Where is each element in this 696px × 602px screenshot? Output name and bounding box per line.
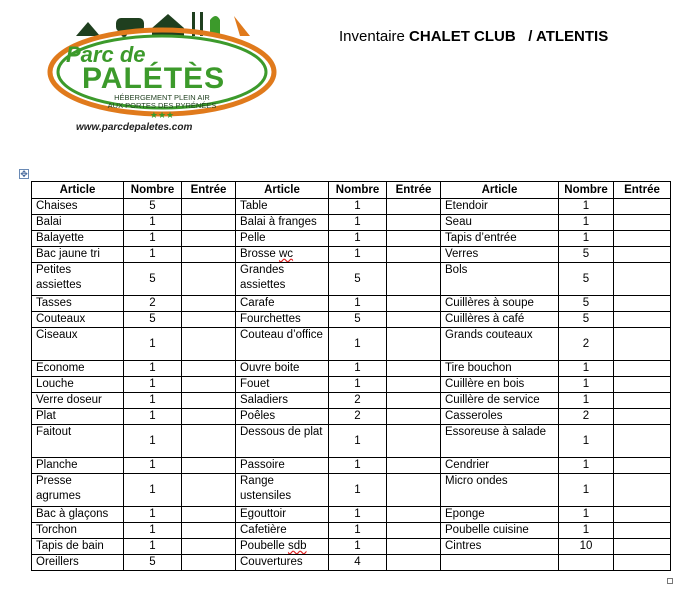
nombre-cell[interactable]: 1 [124, 507, 182, 523]
nombre-cell[interactable]: 1 [124, 231, 182, 247]
logo-stars: ★★★ [149, 111, 175, 121]
article-text: Table [240, 200, 268, 212]
entree-cell[interactable] [387, 312, 441, 328]
nombre-cell[interactable]: 1 [329, 507, 387, 523]
article-cell[interactable] [441, 377, 559, 393]
article-text: Poubelle sdb [240, 540, 307, 552]
article-text: Econome [36, 362, 85, 374]
nombre-cell[interactable]: 1 [329, 215, 387, 231]
column-header: Article [32, 182, 124, 199]
article-cell[interactable] [32, 555, 124, 571]
article-text: Cintres [445, 540, 482, 552]
entree-cell[interactable] [614, 312, 671, 328]
entree-cell[interactable] [387, 393, 441, 409]
entree-cell[interactable] [182, 296, 236, 312]
article-cell[interactable] [32, 458, 124, 474]
article-text: Passoire [240, 459, 285, 471]
article-text: Essoreuse à salade [445, 426, 547, 438]
article-cell[interactable] [236, 296, 329, 312]
nombre-cell[interactable]: 1 [124, 247, 182, 263]
entree-cell[interactable] [614, 409, 671, 425]
nombre-cell[interactable]: 2 [124, 296, 182, 312]
article-text: Bac à glaçons [36, 508, 109, 520]
entree-cell[interactable] [387, 474, 441, 507]
logo-tagline-2: AUX PORTES DES PYRÉNÉES [107, 101, 217, 110]
article-cell[interactable] [32, 263, 124, 296]
article-text: Dessous de plat [240, 426, 323, 438]
article-cell[interactable] [32, 474, 124, 507]
tent-icon [76, 22, 100, 36]
entree-cell[interactable] [614, 377, 671, 393]
article-cell[interactable] [236, 393, 329, 409]
table-row [32, 474, 671, 507]
logo-brand: PALÉTÈS [82, 62, 226, 95]
article-cell[interactable] [441, 296, 559, 312]
article-text: Egouttoir [240, 508, 287, 520]
article-text: Cendrier [445, 459, 490, 471]
entree-cell[interactable] [387, 263, 441, 296]
article-cell[interactable] [236, 263, 329, 296]
article-cell[interactable] [441, 215, 559, 231]
entree-cell[interactable] [387, 199, 441, 215]
entree-cell[interactable] [182, 425, 236, 458]
article-cell[interactable] [236, 361, 329, 377]
table-row [32, 393, 671, 409]
article-cell[interactable] [32, 361, 124, 377]
entree-cell[interactable] [387, 409, 441, 425]
article-text: Poubelle cuisine [445, 524, 529, 536]
article-text: Range ustensiles [240, 475, 292, 502]
nombre-cell[interactable]: 1 [559, 474, 614, 507]
logo-name: Parc de [66, 42, 146, 67]
article-text: Eponge [445, 508, 485, 520]
entree-cell[interactable] [182, 312, 236, 328]
entree-cell[interactable] [614, 361, 671, 377]
nombre-cell[interactable]: 1 [329, 296, 387, 312]
nombre-cell[interactable]: 5 [559, 247, 614, 263]
nombre-cell[interactable]: 1 [329, 231, 387, 247]
article-text: Cuillères à soupe [445, 297, 534, 309]
article-text: Bols [445, 264, 468, 276]
nombre-cell[interactable]: 5 [124, 312, 182, 328]
article-cell[interactable] [32, 507, 124, 523]
article-cell[interactable] [236, 523, 329, 539]
table-row [32, 377, 671, 393]
article-cell[interactable] [32, 539, 124, 555]
nombre-cell[interactable]: 1 [329, 377, 387, 393]
entree-cell[interactable] [614, 215, 671, 231]
nombre-cell[interactable]: 1 [329, 361, 387, 377]
entree-cell[interactable] [614, 247, 671, 263]
entree-cell[interactable] [182, 231, 236, 247]
entree-cell[interactable] [387, 215, 441, 231]
nombre-cell[interactable]: 5 [559, 312, 614, 328]
article-cell[interactable] [441, 425, 559, 458]
nombre-cell[interactable]: 2 [329, 393, 387, 409]
article-cell[interactable] [441, 247, 559, 263]
article-text: Torchon [36, 524, 77, 536]
entree-cell[interactable] [614, 199, 671, 215]
entree-cell[interactable] [614, 507, 671, 523]
article-cell[interactable] [32, 312, 124, 328]
entree-cell[interactable] [614, 296, 671, 312]
article-text: Faitout [36, 426, 72, 438]
nombre-cell[interactable] [559, 555, 614, 571]
entree-cell[interactable] [614, 393, 671, 409]
entree-cell[interactable] [182, 523, 236, 539]
entree-cell[interactable] [387, 328, 441, 361]
nombre-cell[interactable]: 5 [124, 263, 182, 296]
entree-cell[interactable] [182, 507, 236, 523]
table-row [32, 523, 671, 539]
article-cell[interactable] [236, 199, 329, 215]
nombre-cell[interactable]: 1 [329, 328, 387, 361]
spellcheck-underline: wc [279, 248, 294, 260]
article-text: Oreillers [36, 556, 79, 568]
table-row [32, 409, 671, 425]
nombre-cell[interactable]: 1 [124, 458, 182, 474]
entree-cell[interactable] [614, 458, 671, 474]
article-cell[interactable] [32, 425, 124, 458]
page-title [339, 28, 608, 45]
logo-website: www.parcdepaletes.com [76, 122, 193, 133]
table-row [32, 263, 671, 296]
entree-cell[interactable] [614, 328, 671, 361]
entree-cell[interactable] [614, 263, 671, 296]
article-cell[interactable] [441, 507, 559, 523]
nombre-cell[interactable]: 1 [559, 215, 614, 231]
logo-graphic [44, 6, 284, 134]
table-row [32, 231, 671, 247]
article-cell[interactable] [441, 539, 559, 555]
entree-cell[interactable] [387, 555, 441, 571]
article-text: Tire bouchon [445, 362, 512, 374]
entree-cell[interactable] [182, 458, 236, 474]
article-cell[interactable] [236, 425, 329, 458]
article-text: Cuillère en bois [445, 378, 525, 390]
table-row [32, 215, 671, 231]
article-text: Poêles [240, 410, 276, 422]
article-cell[interactable] [441, 312, 559, 328]
nombre-cell[interactable]: 1 [559, 231, 614, 247]
column-header: Entrée [614, 182, 671, 199]
entree-cell[interactable] [387, 458, 441, 474]
entree-cell[interactable] [387, 247, 441, 263]
entree-cell[interactable] [387, 361, 441, 377]
article-text: Plat [36, 410, 56, 422]
column-header: Entrée [387, 182, 441, 199]
article-cell[interactable] [441, 393, 559, 409]
entree-cell[interactable] [387, 377, 441, 393]
logo-icons [76, 12, 250, 37]
nombre-cell[interactable]: 5 [329, 263, 387, 296]
article-text: Fourchettes [240, 313, 301, 325]
column-header: Nombre [329, 182, 387, 199]
nombre-cell[interactable]: 1 [559, 199, 614, 215]
article-cell[interactable] [441, 361, 559, 377]
entree-cell[interactable] [182, 393, 236, 409]
entree-cell[interactable] [182, 474, 236, 507]
entree-cell[interactable] [182, 409, 236, 425]
article-cell[interactable] [236, 539, 329, 555]
article-cell[interactable] [32, 377, 124, 393]
column-header: Nombre [124, 182, 182, 199]
article-text: Brosse wc [240, 248, 294, 260]
article-text: Tapis d’entrée [445, 232, 517, 244]
entree-cell[interactable] [387, 539, 441, 555]
nombre-cell[interactable]: 1 [559, 393, 614, 409]
article-text: Cuillères à café [445, 313, 525, 325]
flame-icon [234, 16, 250, 36]
nombre-cell[interactable]: 1 [559, 523, 614, 539]
article-text: Couvertures [240, 556, 303, 568]
nombre-cell[interactable]: 1 [559, 361, 614, 377]
nombre-cell[interactable]: 2 [559, 328, 614, 361]
entree-cell[interactable] [387, 507, 441, 523]
article-cell[interactable] [236, 247, 329, 263]
title-prefix: Inventaire [339, 28, 410, 45]
table-resize-handle[interactable] [667, 578, 673, 584]
nombre-cell[interactable]: 1 [329, 425, 387, 458]
table-row [32, 507, 671, 523]
nombre-cell[interactable]: 1 [329, 539, 387, 555]
table-header-row [32, 182, 671, 199]
article-cell[interactable] [32, 328, 124, 361]
entree-cell[interactable] [182, 328, 236, 361]
article-cell[interactable] [32, 523, 124, 539]
article-text: Ciseaux [36, 329, 78, 341]
entree-cell[interactable] [182, 539, 236, 555]
article-cell[interactable] [236, 458, 329, 474]
article-text: Tapis de bain [36, 540, 104, 552]
nombre-cell[interactable]: 1 [559, 507, 614, 523]
entree-cell[interactable] [182, 361, 236, 377]
entree-cell[interactable] [387, 296, 441, 312]
nombre-cell[interactable]: 5 [124, 199, 182, 215]
table-row [32, 247, 671, 263]
entree-cell[interactable] [614, 231, 671, 247]
article-cell[interactable] [32, 296, 124, 312]
article-text: Petites assiettes [36, 264, 82, 291]
article-cell[interactable] [441, 263, 559, 296]
entree-cell[interactable] [614, 523, 671, 539]
article-text: Micro ondes [445, 475, 508, 487]
nombre-cell[interactable]: 5 [559, 296, 614, 312]
entree-cell[interactable] [614, 425, 671, 458]
article-text: Chaises [36, 200, 78, 212]
entree-cell[interactable] [182, 215, 236, 231]
article-text: Couteaux [36, 313, 86, 325]
entree-cell[interactable] [182, 377, 236, 393]
article-cell[interactable] [236, 555, 329, 571]
nombre-cell[interactable]: 1 [124, 393, 182, 409]
nombre-cell[interactable]: 1 [124, 215, 182, 231]
nombre-cell[interactable]: 1 [124, 425, 182, 458]
nombre-cell[interactable]: 10 [559, 539, 614, 555]
entree-cell[interactable] [182, 247, 236, 263]
entree-cell[interactable] [182, 555, 236, 571]
nombre-cell[interactable]: 1 [329, 474, 387, 507]
column-header: Article [236, 182, 329, 199]
table-row [32, 425, 671, 458]
article-cell[interactable] [441, 523, 559, 539]
parc-de-paletes-logo [44, 6, 284, 134]
nombre-cell[interactable]: 5 [329, 312, 387, 328]
table-row [32, 199, 671, 215]
article-text: Bac jaune tri [36, 248, 100, 260]
nombre-cell[interactable]: 2 [559, 409, 614, 425]
article-text: Fouet [240, 378, 270, 390]
article-text: Balai à franges [240, 216, 317, 228]
nombre-cell[interactable]: 1 [124, 377, 182, 393]
nombre-cell[interactable]: 1 [329, 199, 387, 215]
article-cell[interactable] [236, 409, 329, 425]
column-header: Nombre [559, 182, 614, 199]
nombre-cell[interactable]: 1 [329, 523, 387, 539]
article-cell[interactable] [441, 474, 559, 507]
entree-cell[interactable] [614, 474, 671, 507]
nombre-cell[interactable]: 2 [329, 409, 387, 425]
nombre-cell[interactable]: 4 [329, 555, 387, 571]
article-text: Balayette [36, 232, 84, 244]
article-cell[interactable] [441, 328, 559, 361]
table-body [32, 199, 671, 571]
nombre-cell[interactable]: 1 [329, 247, 387, 263]
article-text: Casseroles [445, 410, 503, 422]
article-text: Etendoir [445, 200, 488, 212]
article-cell[interactable] [441, 199, 559, 215]
entree-cell[interactable] [614, 555, 671, 571]
table-row [32, 361, 671, 377]
nombre-cell[interactable]: 1 [124, 474, 182, 507]
entree-cell[interactable] [387, 425, 441, 458]
table-row [32, 458, 671, 474]
nombre-cell[interactable]: 5 [124, 555, 182, 571]
table-row [32, 555, 671, 571]
nombre-cell[interactable]: 1 [124, 409, 182, 425]
article-text: Presse agrumes [36, 475, 81, 502]
article-cell[interactable] [32, 393, 124, 409]
article-cell[interactable] [236, 328, 329, 361]
entree-cell[interactable] [182, 199, 236, 215]
article-text: Tasses [36, 297, 72, 309]
table-row [32, 539, 671, 555]
column-header: Article [441, 182, 559, 199]
entree-cell[interactable] [387, 231, 441, 247]
logo-tagline-1: HÉBERGEMENT PLEIN AIR [114, 93, 210, 102]
article-cell[interactable] [32, 215, 124, 231]
article-text: Cafetière [240, 524, 287, 536]
article-text: Grandes assiettes [240, 264, 286, 291]
article-cell[interactable] [236, 377, 329, 393]
nombre-cell[interactable]: 1 [559, 425, 614, 458]
article-text: Ouvre boite [240, 362, 300, 374]
article-text: Carafe [240, 297, 275, 309]
nombre-cell[interactable]: 1 [124, 539, 182, 555]
table-row [32, 328, 671, 361]
article-text: Pelle [240, 232, 266, 244]
article-cell[interactable] [236, 474, 329, 507]
title-name: CHALET CLUB / ATLENTIS [409, 28, 609, 45]
article-cell[interactable] [32, 247, 124, 263]
table-move-handle-icon[interactable]: ✥ [20, 169, 28, 179]
article-text: Verres [445, 248, 479, 260]
article-cell[interactable] [441, 458, 559, 474]
nombre-cell[interactable]: 5 [559, 263, 614, 296]
nombre-cell[interactable]: 1 [329, 458, 387, 474]
article-cell[interactable] [441, 555, 559, 571]
article-cell[interactable] [236, 215, 329, 231]
article-cell[interactable] [236, 231, 329, 247]
article-cell[interactable] [441, 231, 559, 247]
nombre-cell[interactable]: 1 [559, 458, 614, 474]
article-text: Grands couteaux [445, 329, 533, 341]
article-cell[interactable] [441, 409, 559, 425]
article-cell[interactable] [236, 507, 329, 523]
article-text: Planche [36, 459, 78, 471]
article-text: Saladiers [240, 394, 288, 406]
article-cell[interactable] [32, 231, 124, 247]
inventory-table [31, 181, 671, 571]
nombre-cell[interactable]: 1 [124, 361, 182, 377]
table-row [32, 312, 671, 328]
nombre-cell[interactable]: 1 [124, 328, 182, 361]
entree-cell[interactable] [387, 523, 441, 539]
article-text: Couteau d’office [240, 329, 323, 341]
nombre-cell[interactable]: 1 [559, 377, 614, 393]
article-cell[interactable] [32, 409, 124, 425]
article-text: Louche [36, 378, 74, 390]
spellcheck-underline: sdb [287, 540, 307, 552]
article-cell[interactable] [236, 312, 329, 328]
article-cell[interactable] [32, 199, 124, 215]
entree-cell[interactable] [614, 539, 671, 555]
table-row [32, 296, 671, 312]
article-text: Cuillère de service [445, 394, 540, 406]
article-text: Balai [36, 216, 62, 228]
column-header: Entrée [182, 182, 236, 199]
article-text: Verre doseur [36, 394, 102, 406]
nombre-cell[interactable]: 1 [124, 523, 182, 539]
entree-cell[interactable] [182, 263, 236, 296]
article-text: Seau [445, 216, 472, 228]
